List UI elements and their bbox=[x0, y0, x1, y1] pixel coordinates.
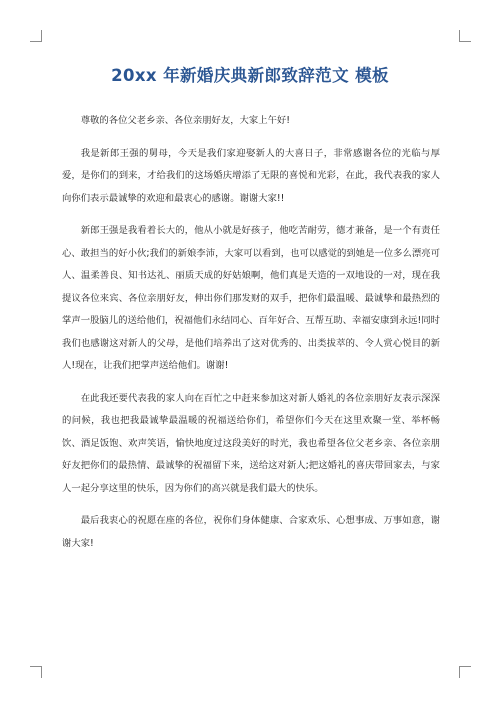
paragraph-couple-praise: 新郎王强是我看着长大的，他从小就是好孩子，他吃苦耐劳，德才兼备，是一个有责任心、敢担当的好小伙;我们的新娘李沛，大家可以看到，也可以感觉的到她是一位多么漂亮可人、温柔善良、知书达礼、丽质天成的好姑娘啊，他们真是天造的一双地设的一对，现在我提议各位来宾、各位亲朋好友，伸出你们那发财的双手，把你们最温暖、最诚挚和最热烈的掌声一股脑儿的送给他们，祝福他们永结同心、百年好合、互帮互助、幸福安康到永远!同时我们也感谢这对新人的父母，是他们培养出了这对优秀的、出类拔萃的、令人赏心悦目的新人!现在，让我们把掌声送给他们。谢谢! bbox=[62, 225, 440, 371]
paragraph-thanks-guests: 在此我还要代表我的家人向在百忙之中赶来参加这对新人婚礼的各位亲朋好友表示深深的问候，我也把我最诚挚最温暖的祝福送给你们，希望你们今天在这里欢聚一堂、举杯畅饮、酒足饭饱、欢声笑语，愉快地度过这段美好的时光，我也希望各位父老乡亲、各位亲朋好友把你们的最热情、最诚挚的祝福留下来，送给这对新人;把这婚礼的喜庆带回家去，与家人一起分享这里的快乐，因为你们的高兴就是我们最大的快乐。 bbox=[62, 392, 440, 494]
page-corner-mark-top-right bbox=[459, 30, 471, 42]
paragraph-welcome: 我是新郎王强的舅母，今天是我们家迎娶新人的大喜日子，非常感谢各位的光临与厚爱，是你们的到来，才给我们的这场婚庆增添了无限的喜悦和光彩，在此，我代表我的家人向你们表示最诚挚的欢迎和最衷心的感谢。谢谢大家!! bbox=[62, 147, 440, 204]
page-corner-mark-bottom-left bbox=[30, 666, 42, 678]
paragraph-greeting: 尊敬的各位父老乡亲、各位亲朋好友，大家上午好! bbox=[80, 115, 290, 126]
document-body bbox=[62, 110, 440, 565]
page-corner-mark-top-left bbox=[30, 30, 42, 42]
document-title: 20xx 年新婚庆典新郎致辞范文 模板 bbox=[111, 66, 389, 85]
page-corner-mark-bottom-right bbox=[459, 666, 471, 678]
paragraph-closing-wishes: 最后我衷心的祝愿在座的各位，祝你们身体健康、合家欢乐、心想事成、万事如意，谢谢大家! bbox=[62, 515, 440, 549]
